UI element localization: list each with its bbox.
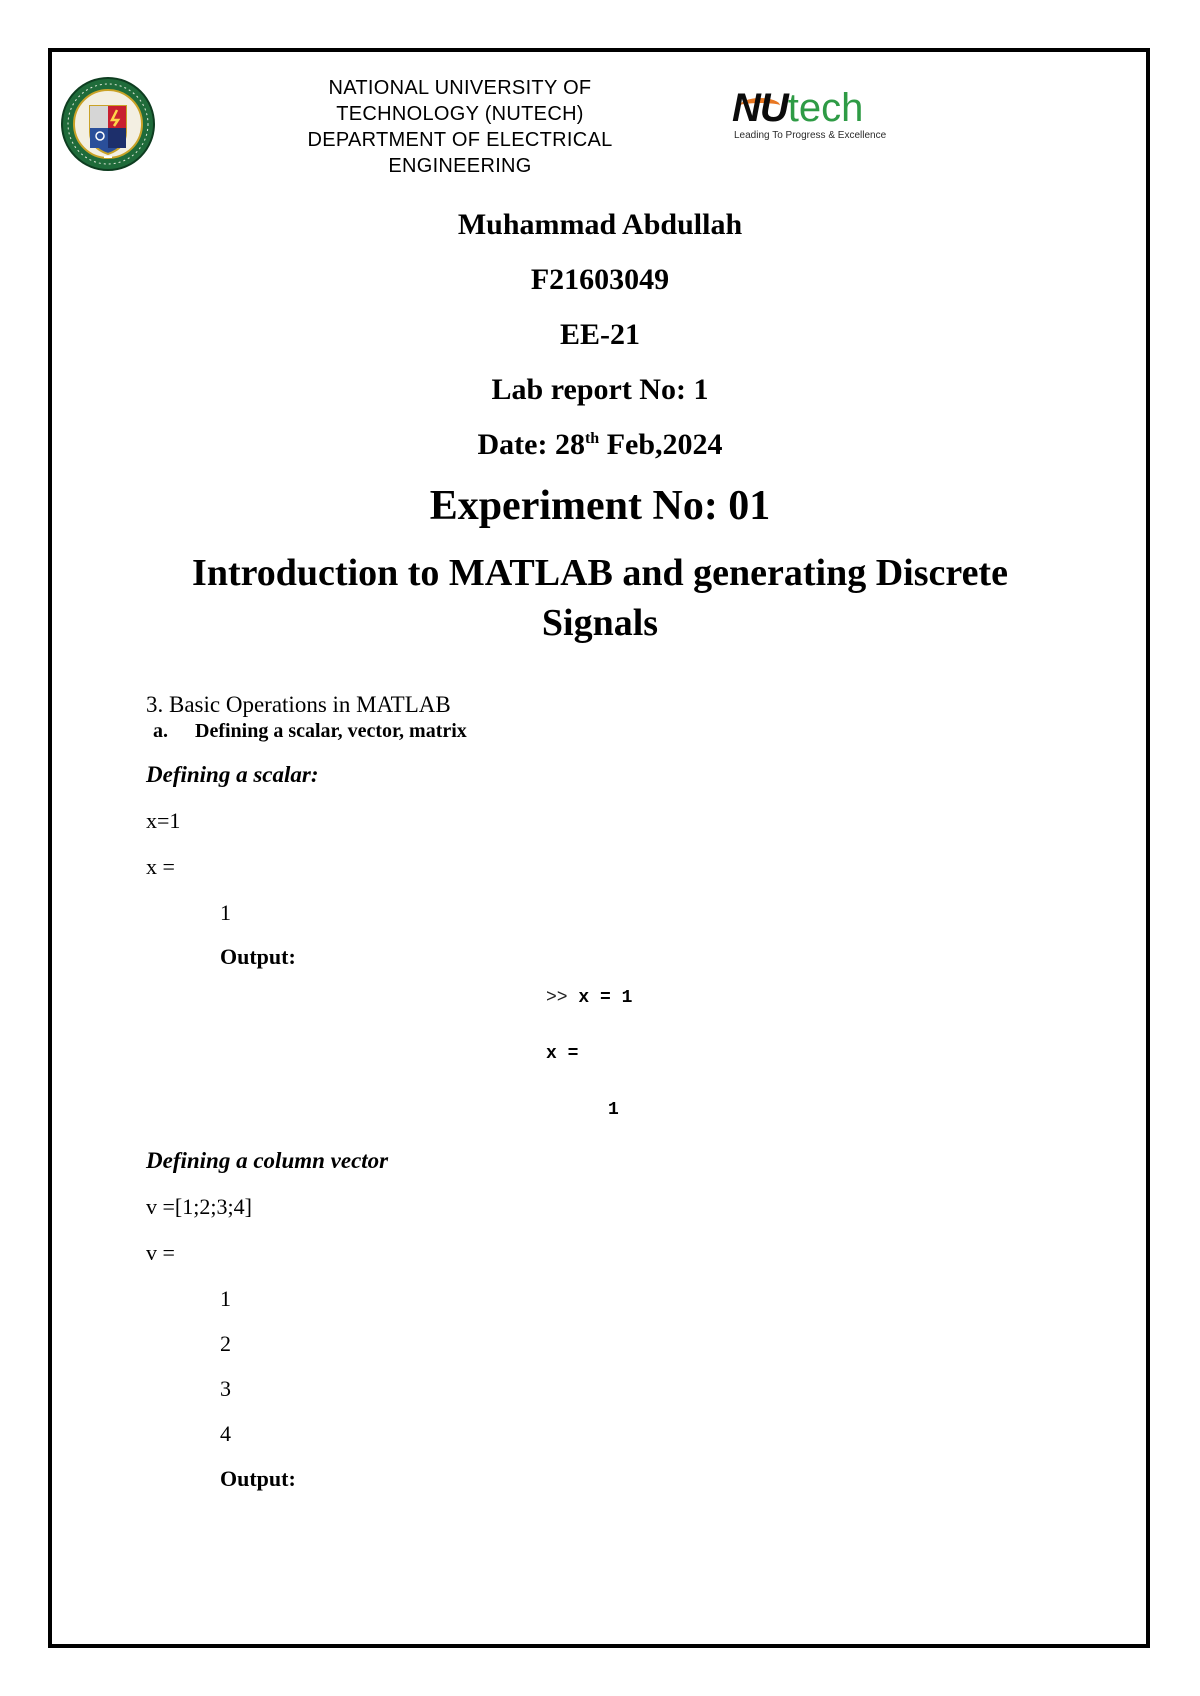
vector-value: 1 [220, 1286, 231, 1311]
vector-code: v =[1;2;3;4] [146, 1194, 252, 1219]
scalar-heading: Defining a scalar: [146, 762, 319, 787]
university-line: ENGINEERING [388, 155, 532, 177]
student-class: EE-21 [559, 318, 640, 351]
console-result-label-text: x = [546, 1044, 579, 1064]
console-result-label [546, 1044, 578, 1064]
scalar-result-value: 1 [220, 900, 231, 925]
scalar-code: x=1 [146, 808, 181, 833]
report-date [0, 427, 1200, 463]
console-prompt: >> [546, 988, 568, 1008]
vector-value: 3 [220, 1376, 231, 1401]
logo-nu: NU [732, 86, 788, 130]
vector-result-label: v = [146, 1240, 175, 1265]
date-suffix: Feb,2024 [599, 428, 723, 461]
console-command-line [546, 988, 632, 1008]
student-id: F21603049 [530, 263, 670, 296]
subsection-label: Defining a scalar, vector, matrix [195, 720, 467, 742]
nutech-logo [732, 86, 922, 148]
section-heading: 3. Basic Operations in MATLAB [146, 692, 451, 717]
date-ordinal: th [584, 430, 600, 447]
vector-value: 4 [220, 1421, 231, 1446]
logo-wordmark [732, 86, 863, 130]
scalar-output-label: Output: [220, 944, 296, 969]
lab-report-number: Lab report No: 1 [491, 373, 709, 406]
date-prefix: Date: 28 [477, 428, 585, 461]
logo-tech: tech [787, 86, 864, 130]
console-command: x = 1 [578, 988, 633, 1008]
subsection-number: a. [153, 720, 168, 742]
university-header [265, 75, 655, 179]
experiment-title-line: Introduction to MATLAB and generating Discrete [192, 552, 1008, 594]
vector-heading: Defining a column vector [146, 1148, 389, 1173]
student-name: Muhammad Abdullah [457, 208, 743, 241]
university-line: TECHNOLOGY (NUTECH) [336, 103, 584, 125]
experiment-title-line: Signals [541, 602, 659, 644]
university-seal-icon [60, 76, 156, 172]
logo-tagline: Leading To Progress & Excellence [734, 130, 887, 141]
console-result-value-text: 1 [608, 1100, 619, 1120]
university-line: NATIONAL UNIVERSITY OF [328, 77, 592, 99]
vector-value: 2 [220, 1331, 231, 1356]
experiment-number: Experiment No: 01 [429, 483, 771, 529]
experiment-title [90, 548, 1110, 648]
scalar-result-label: x = [146, 854, 175, 879]
subsection-heading [153, 720, 467, 743]
console-result-value [608, 1100, 619, 1120]
vector-output-label: Output: [220, 1466, 296, 1491]
university-line: DEPARTMENT OF ELECTRICAL [307, 129, 613, 151]
